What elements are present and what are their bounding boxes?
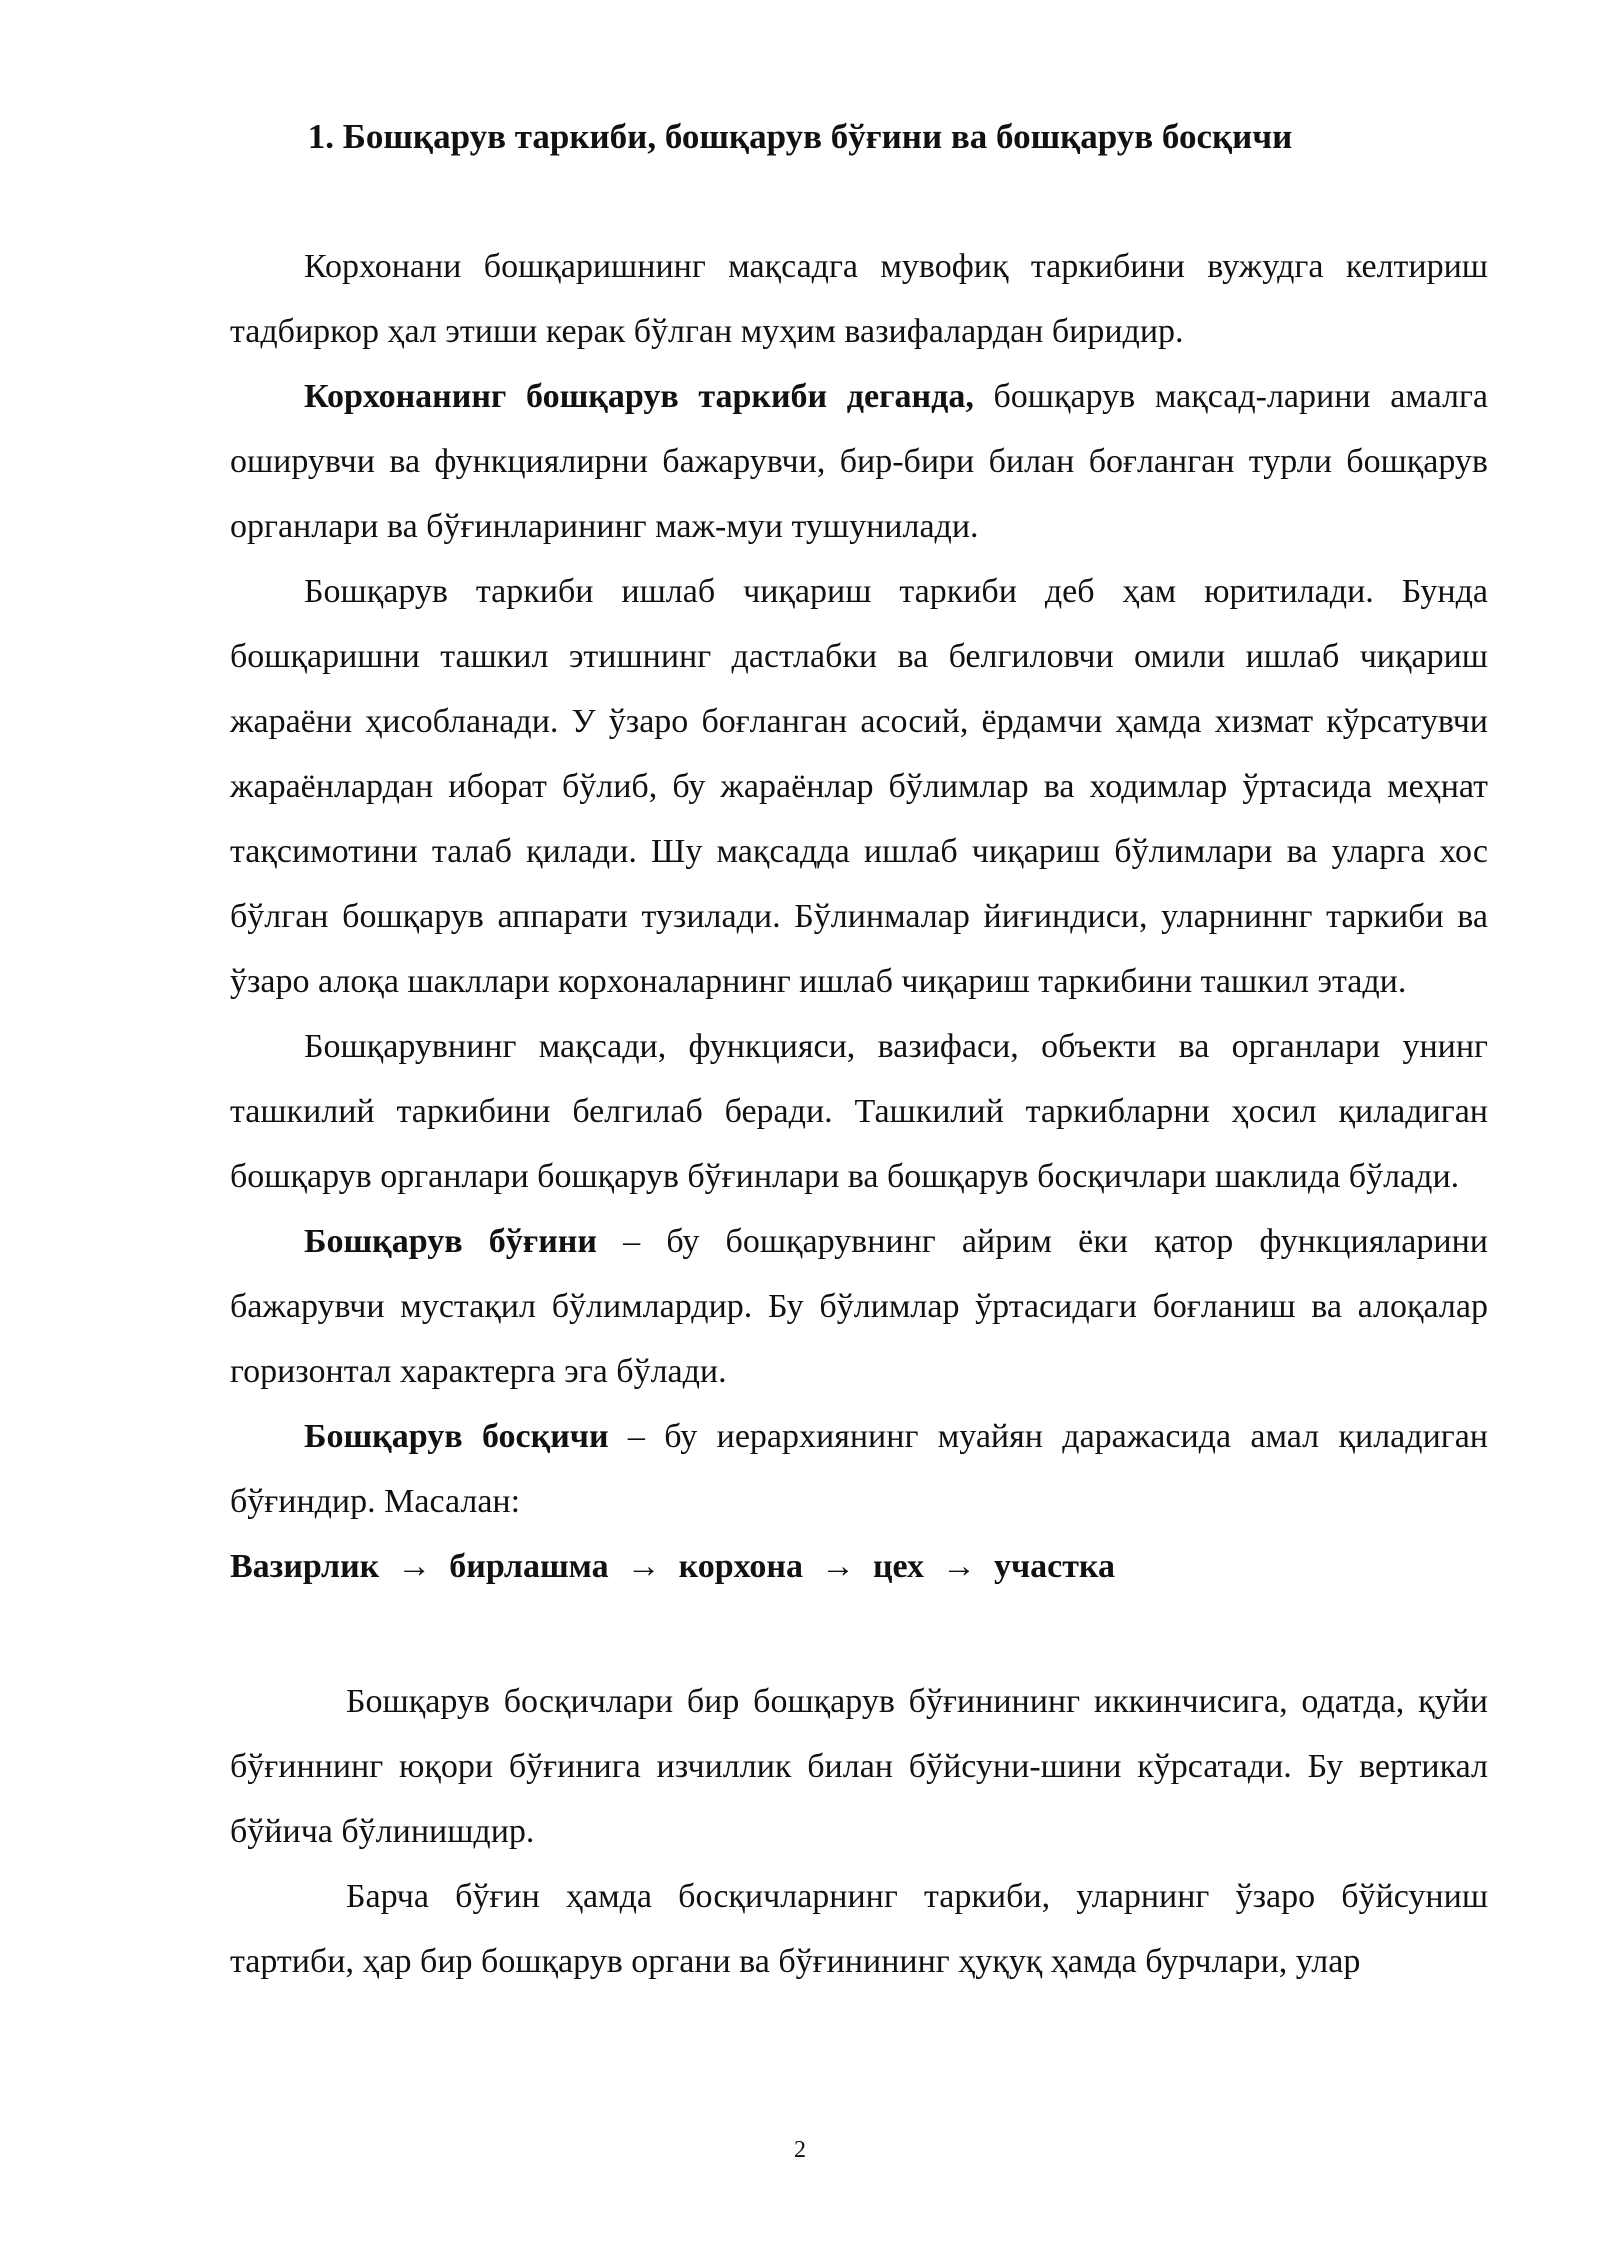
page-number: 2	[794, 2137, 806, 2163]
paragraph-3: Бошқарув таркиби ишлаб чиқариш таркиби деб ҳам юритилади. Бунда бошқаришни ташкил этишнинг дастлабки ва белгиловчи омили ишлаб чиқариш жараёни ҳисобланади. У ўзаро боғланган асосий, ёрдамчи ҳамда хизмат кўрсатувчи жараёнлардан иборат бўлиб, бу жараёнлар бўлимлар ва ходимлар ўртасида меҳнат тақсимотини талаб қилади. Шу мақсадда ишлаб чиқариш бўлимлари ва уларга хос бўлган бошқарув аппарати тузилади. Бўлинмалар йиғиндиси, уларниннг таркиби ва ўзаро алоқа шакллари корхоналарнинг ишлаб чиқариш таркибини ташкил этади.	[230, 573, 1488, 1000]
paragraph-5-term: Бошқарув бўғини	[304, 1223, 597, 1260]
paragraph-6-text: – бу иерархиянинг муайян даражасида амал қиладиган бўғиндир. Масалан:	[230, 1418, 1488, 1520]
section-heading: 1. Бошқарув таркиби, бошқарув бўғини ва бошқарув босқичи	[307, 117, 1293, 156]
paragraph-2-text: бошқарув мақсад-ларини амалга оширувчи ва функциялирни бажарувчи, бир-бири билан боғланган турли бошқарув органлари ва бўғинларининг маж-муи тушунилади.	[230, 378, 1489, 545]
paragraph-1: Корхонани бошқаришнинг мақсадга мувофиқ таркибини вужудга келтириш тадбиркор ҳал этиши керак бўлган муҳим вазифалардан биридир.	[230, 248, 1488, 350]
arrow-right-icon: →	[397, 1548, 432, 1585]
paragraph-5-text: – бу бошқарувнинг айрим ёки қатор функцияларини бажарувчи мустақил бўлимлардир. Бу бўлимлар ўртасидаги боғланиш ва алоқалар горизонтал характерга эга бўлади.	[230, 1223, 1488, 1390]
paragraph-2-term: Корхонанинг бошқарув таркиби деганда,	[304, 378, 974, 415]
chain-item-workshop: цех	[872, 1548, 924, 1585]
paragraph-7: Бошқарув босқичлари бир бошқарув бўғинининг иккинчисига, одатда, қуйи бўғиннинг юқори бўғинига изчиллик билан бўйсуни-шини кўрсатади. Бу вертикал бўйича бўлинишдир.	[230, 1683, 1488, 1850]
chain-item-ministry: Вазирлик	[230, 1548, 380, 1585]
hierarchy-chain	[230, 1534, 1488, 1599]
spacer	[230, 1599, 1488, 1669]
chain-item-association: бирлашма	[449, 1548, 609, 1585]
arrow-right-icon: →	[941, 1548, 976, 1585]
document-body	[230, 234, 1488, 1994]
paragraph-4: Бошқарувнинг мақсади, функцияси, вазифаси, объекти ва органлари унинг ташкилий таркибини белгилаб беради. Ташкилий таркибларни ҳосил қиладиган бошқарув органлари бошқарув бўғинлари ва бошқарув босқичлари шаклида бўлади.	[230, 1028, 1488, 1195]
paragraph-5	[230, 1209, 1488, 1404]
paragraph-8: Барча бўғин ҳамда босқичларнинг таркиби, уларнинг ўзаро бўйсуниш тартиби, ҳар бир бошқарув органи ва бўғинининг ҳуқуқ ҳамда бурчлари, улар	[230, 1878, 1488, 1980]
chain-item-section: участка	[993, 1548, 1116, 1585]
paragraph-6-term: Бошқарув босқичи	[304, 1418, 609, 1455]
paragraph-6	[230, 1404, 1488, 1534]
arrow-right-icon: →	[820, 1548, 855, 1585]
arrow-right-icon: →	[626, 1548, 661, 1585]
chain-item-enterprise: корхона	[678, 1548, 803, 1585]
paragraph-2	[230, 364, 1488, 559]
